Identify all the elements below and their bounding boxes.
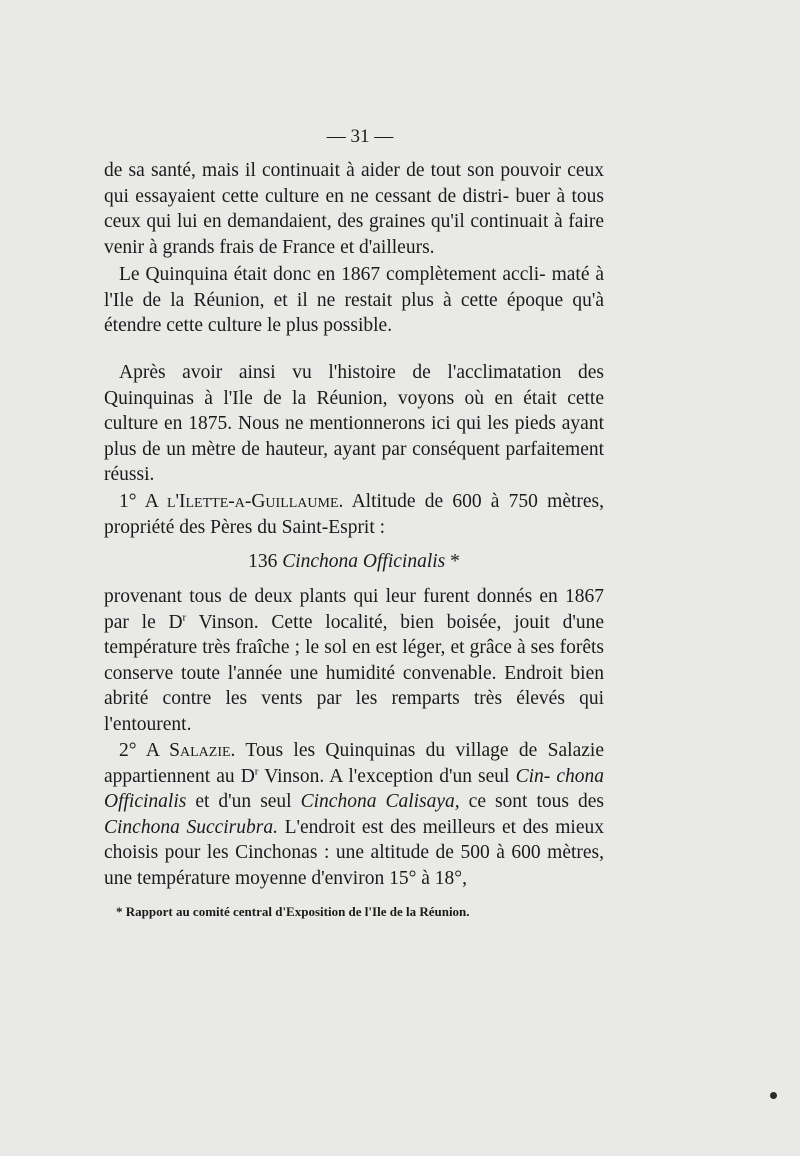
superscript: r [254,765,259,777]
species-name: chona Officinalis [104,765,605,812]
paragraph-6 [104,738,604,891]
paragraph-1 [104,158,604,260]
place-name: Salazie. [169,740,236,761]
text-line: Vinson. A l'exception d'un seul [258,765,516,787]
text-line: provenant tous de deux plants qui leur furent donnés [104,586,533,607]
paragraph-3 [104,360,604,488]
species-name: Cin- [515,765,551,787]
text-line: 600 mètres, une température moyenne d'environ 15° à 18°, [104,842,605,889]
text-line: ayant plus de un mètre de hauteur, ayant par conséquent [104,413,605,460]
ink-speck [770,1092,777,1099]
text-line: appartiennent au D [104,765,255,787]
text-line: ce sont tous [459,791,569,812]
item-number: 2° A [119,740,170,761]
text-line: continuait à faire venir à grands frais de France et d'ailleurs. [104,211,605,258]
text-line: Vinson. Cette localité, bien boisée, jouit [186,611,550,633]
text-line: Le Quinquina était donc en 1867 complètement accli- [119,264,546,285]
species-count: 136 [248,551,283,572]
paragraph-6-text [104,738,604,891]
text-line: ceux qui essayaient cette culture en ne cessant de distri- [104,160,604,207]
footnote-mark: * [445,551,460,572]
text-line: Quinquinas à l'Ile de la Réunion, voyons où en était cette [104,387,604,409]
text-line: Après avoir ainsi vu l'histoire de l'acclimatation des [119,362,604,383]
text-line: culture en 1875. Nous ne mentionnerons ici qui les pieds [104,413,556,434]
place-name: l'Ilette-a-Guillaume. [166,491,344,512]
paragraph-4 [104,489,604,540]
text-line: Altitude de 600 à 750 mètres, [343,491,605,512]
text-line: et d'un seul [186,791,301,812]
text-line: en 1867 par le D [104,586,604,633]
paragraph-5-text [104,584,604,737]
text-line: de sa santé, mais il continuait à aider de tout son pouvoir [104,160,562,181]
paragraph-2 [104,262,604,339]
text-line: convenable. Endroit bien abrité contre les vents par les [104,662,604,709]
text-line: d'une température très fraîche ; le sol en est léger, et [104,611,604,658]
page-number: — 31 — [326,126,394,147]
superscript: r [182,611,187,623]
text-line: remparts très élevés qui l'entourent. [104,688,605,735]
text-line: Tous les Quinquinas du village de Salazie [235,740,604,761]
species-name: Cinchona Succirubra. [104,816,278,838]
species-name: Cinchona Calisaya, [300,791,460,812]
species-name: Cinchona Officinalis [282,551,446,572]
paragraph-2-text [104,262,604,339]
paragraph-3-text [104,360,604,488]
text-line: maté à l'Ile de la Réunion, et il ne restait plus à cette [104,264,605,311]
item-number: 1° A [119,491,167,512]
species-count-line [104,551,604,573]
paragraph-5 [104,584,604,737]
footnote: * Rapport au comité central d'Exposition de l'Ile de la Réunion. [116,904,470,919]
text-line: buer à tous ceux qui lui en demandaient, des graines qu'il [104,185,604,232]
text-line: des [578,791,605,812]
text-line: époque qu'à étendre cette culture le plus possible. [104,289,605,336]
text-line: mieux choisis pour les Cinchonas : une altitude de 500 à [104,816,605,863]
text-line: L'endroit est des meilleurs et des [277,816,549,838]
text-line: grâce à ses forêts conserve toute l'année une humidité [104,637,604,684]
paragraph-4-text [104,489,604,540]
paragraph-1-text [104,158,604,260]
text-line: propriété des Pères du Saint-Esprit : [104,516,386,538]
text-line: parfaitement réussi. [104,438,605,485]
